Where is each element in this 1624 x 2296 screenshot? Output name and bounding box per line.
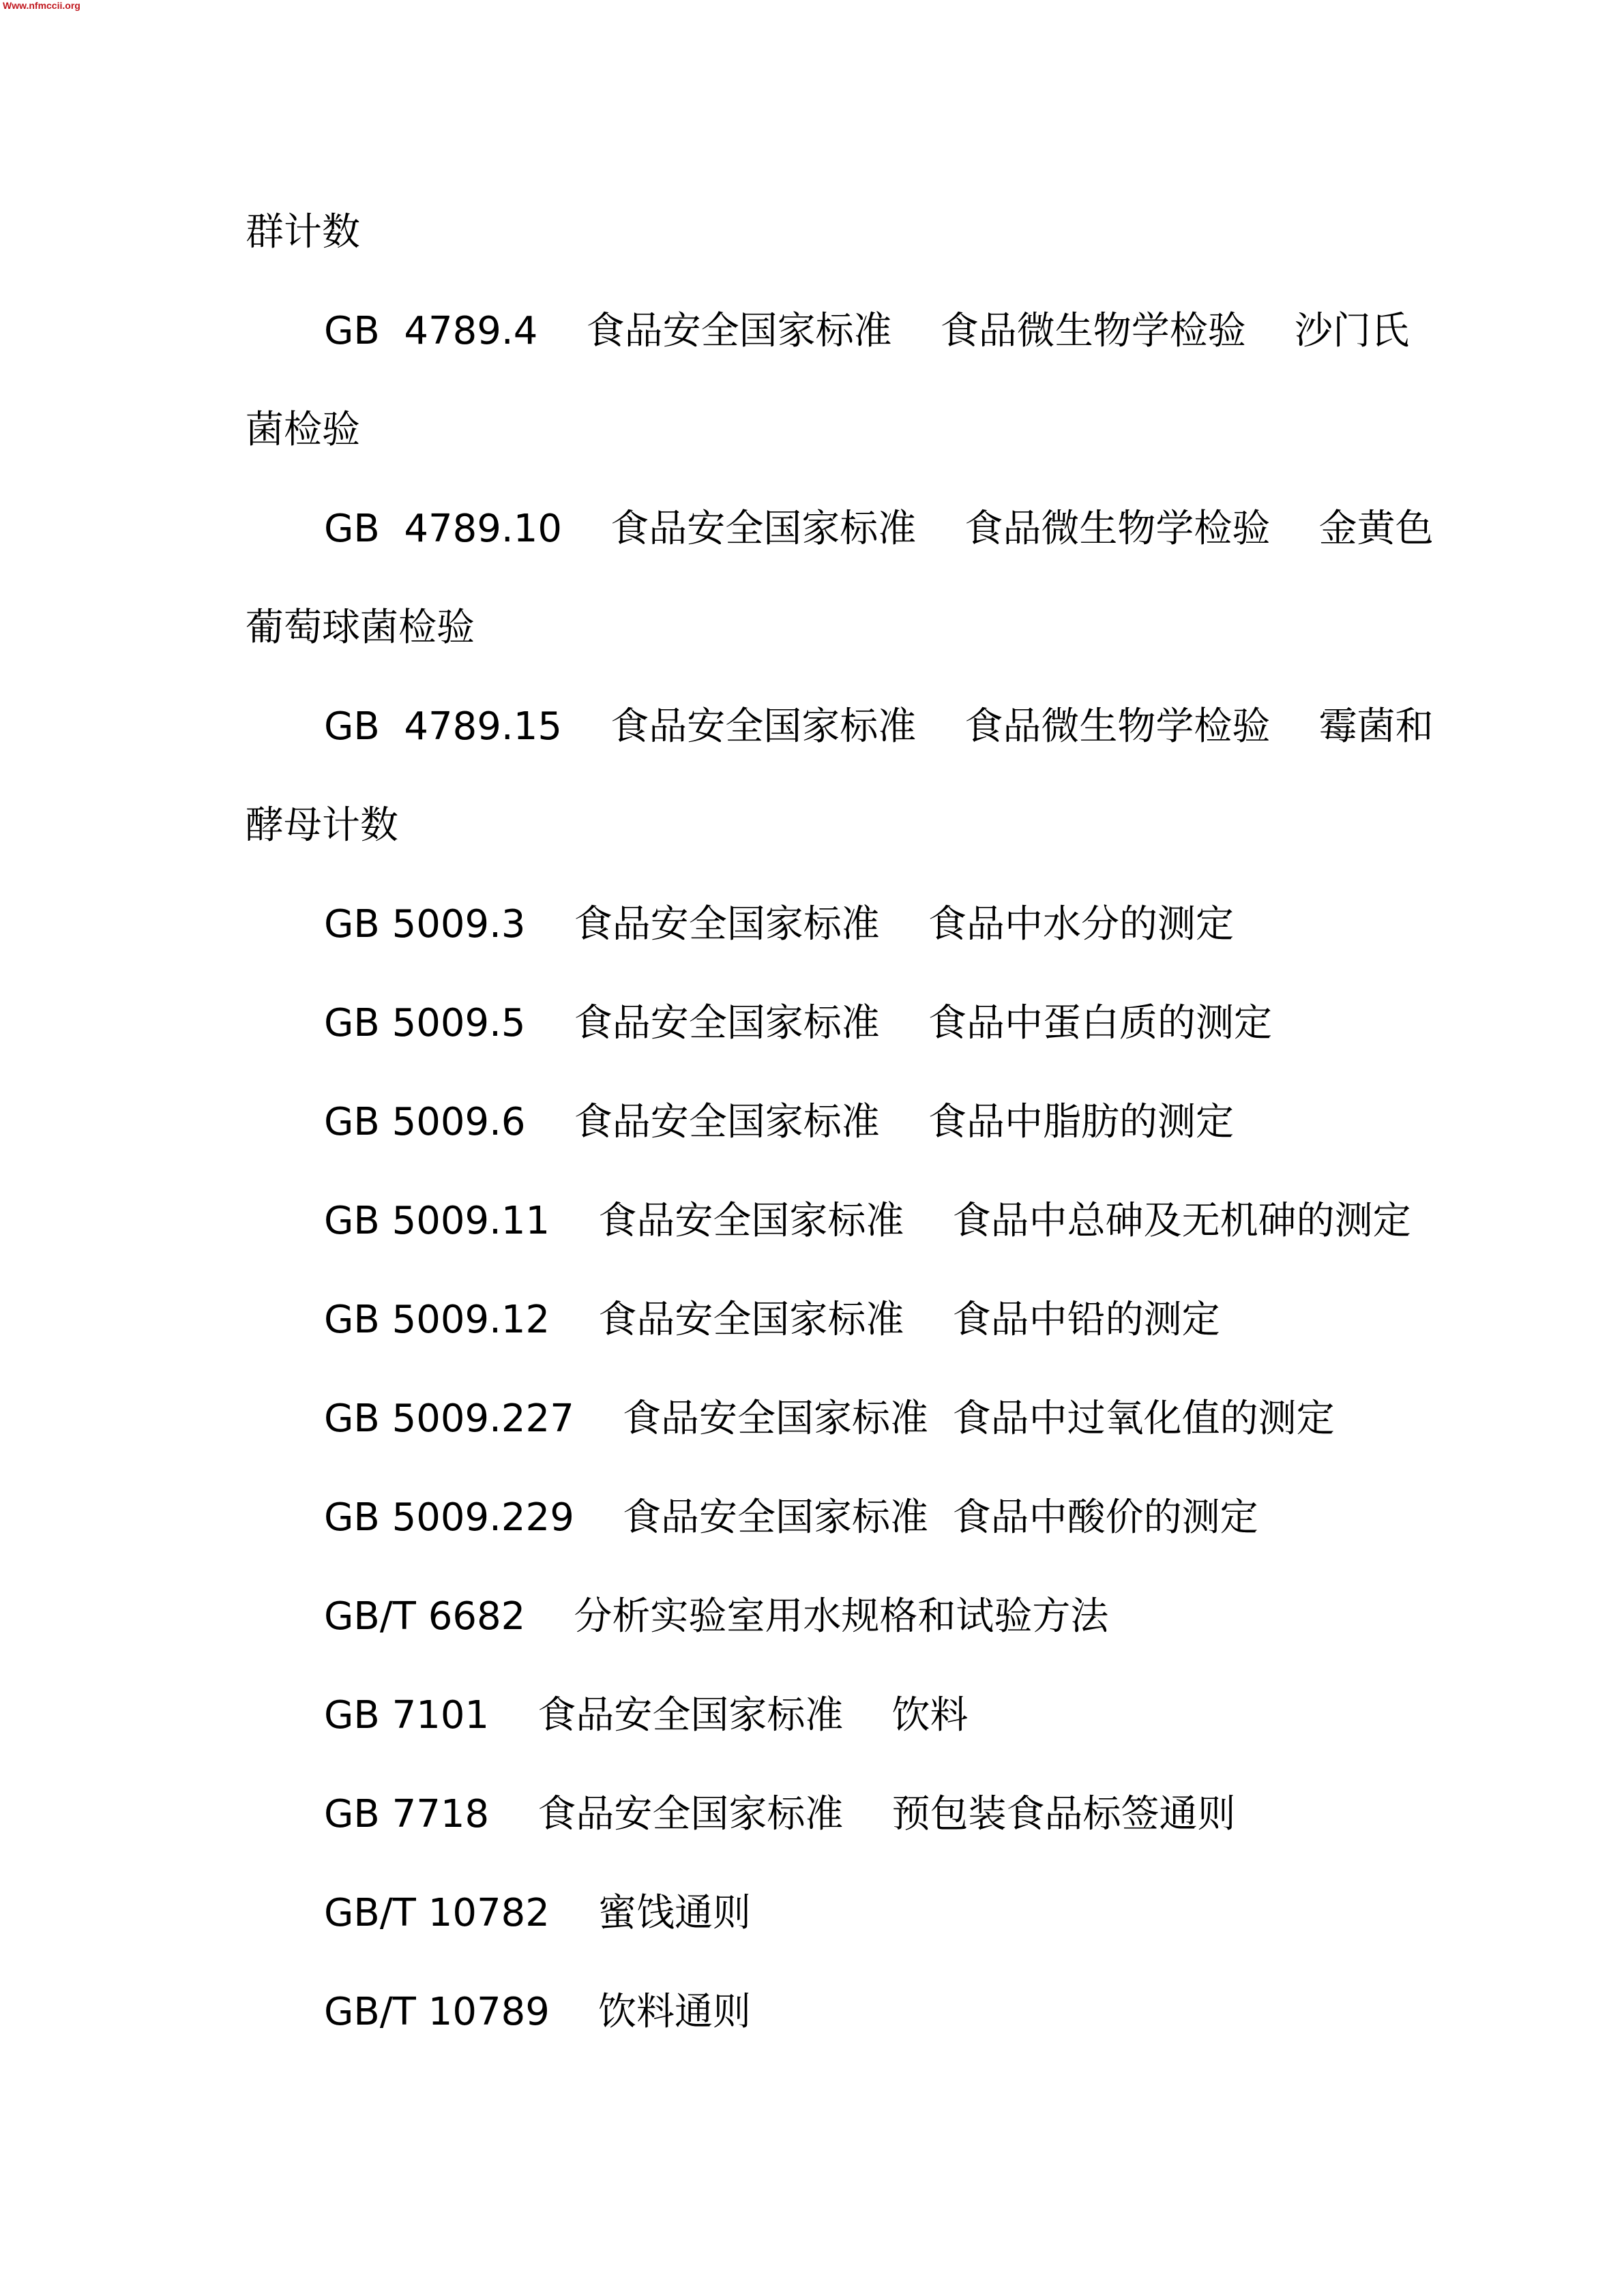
text-line: 葡萄球菌检验 [246,606,475,650]
standard-item: GB 5009.12 食品安全国家标准 食品中铅的测定 [324,1298,1220,1342]
standard-item: GB 5009.6 食品安全国家标准 食品中脂肪的测定 [324,1100,1234,1144]
standard-item: GB 4789.4 食品安全国家标准 食品微生物学检验 沙门氏 [324,309,1409,353]
standard-item: GB 5009.11 食品安全国家标准 食品中总砷及无机砷的测定 [324,1199,1411,1243]
standard-item: GB/T 10789 饮料通则 [324,1990,752,2034]
watermark: Www.nfmccii.org [3,0,80,11]
text-line: 酵母计数 [246,803,398,848]
standard-item: GB 4789.10 食品安全国家标准 食品微生物学检验 金黄色 [324,507,1434,551]
standard-item: GB 5009.3 食品安全国家标准 食品中水分的测定 [324,902,1234,946]
standard-item: GB 4789.15 食品安全国家标准 食品微生物学检验 霉菌和 [324,704,1434,749]
standard-item: GB 7101 食品安全国家标准 饮料 [324,1693,969,1738]
text-line: 菌检验 [246,408,360,452]
standard-item: GB 7718 食品安全国家标准 预包装食品标签通则 [324,1792,1236,1836]
standard-item: GB 5009.229 食品安全国家标准 食品中酸价的测定 [324,1495,1258,1540]
text-line: 群计数 [246,210,360,254]
standard-item: GB 5009.5 食品安全国家标准 食品中蛋白质的测定 [324,1001,1272,1045]
standard-item: GB/T 6682 分析实验室用水规格和试验方法 [324,1594,1109,1639]
standard-item: GB 5009.227 食品安全国家标准 食品中过氧化值的测定 [324,1397,1335,1441]
standard-item: GB/T 10782 蜜饯通则 [324,1891,752,1935]
